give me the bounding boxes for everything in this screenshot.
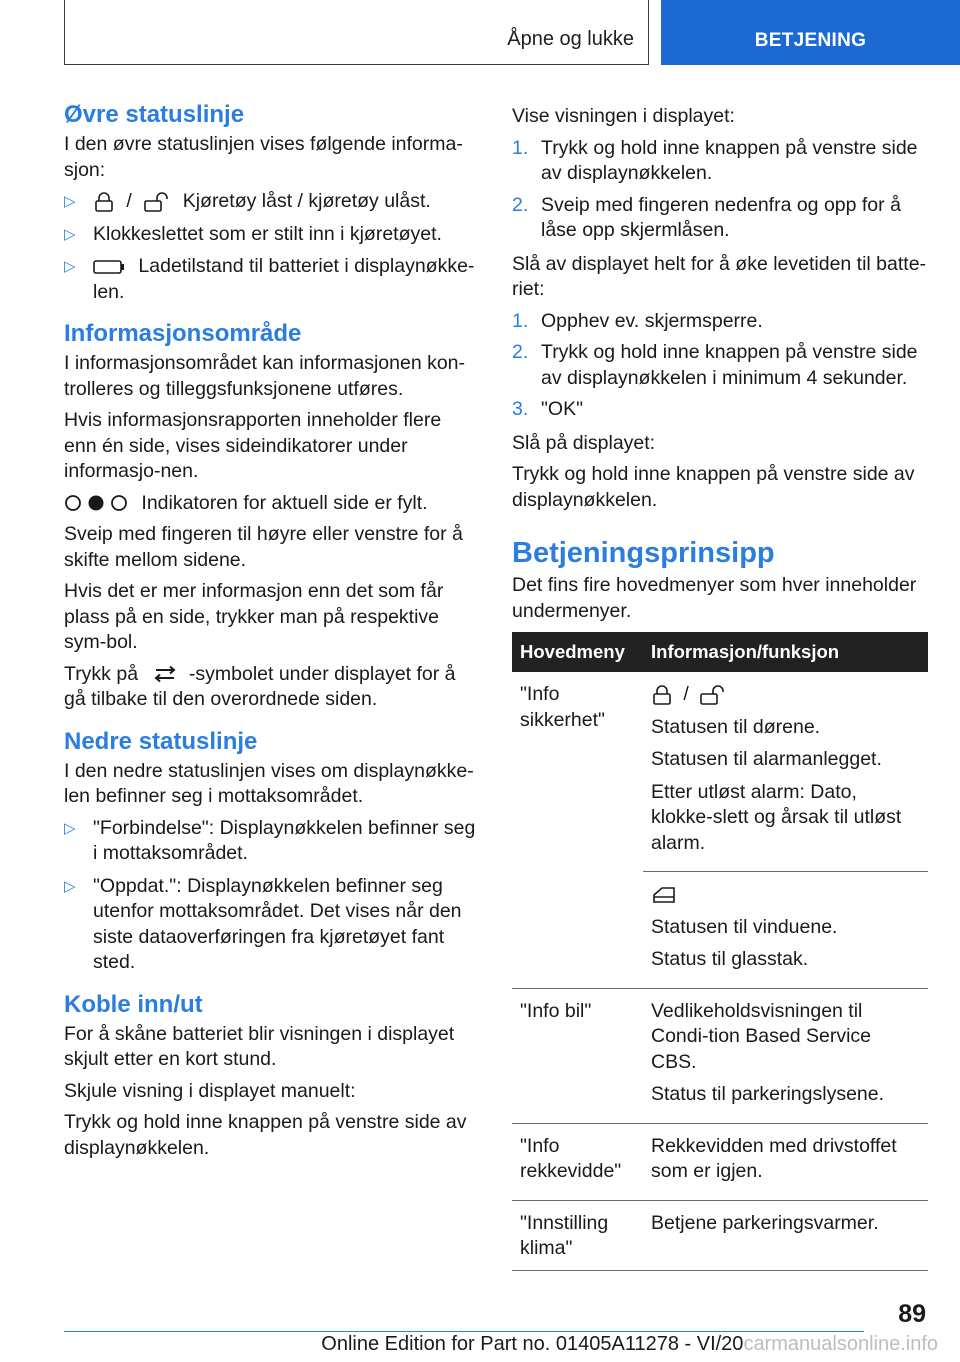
footer-edition-line [0,1333,960,1356]
left-column [64,100,478,1167]
list-item: 2. Sveip med fingeren nedenfra og opp for å låse opp skjermlåsen. [512,193,901,241]
footer-edition: Online Edition for Part no. 01405A11278 - VI/20 [321,1333,744,1355]
text-display-off: Slå av displayet helt for å øke levetiden til batte-riet: [512,252,927,300]
cell-info [643,1123,928,1200]
cell-text: Status til glasstak. [651,948,809,970]
menu-table [512,632,928,1271]
cell-menu: "Info rekkevidde" [512,1123,643,1200]
lower-status-list [64,816,478,976]
bullet-text: Klokkeslettet som er stilt inn i kjøretøyet. [93,222,442,245]
table-row [512,672,928,872]
cell-text: Status til parkeringslysene. [651,1083,885,1105]
lock-separator: / [683,683,689,705]
cell-text: Vedlikeholdsvisningen til Condi-tion Based Service CBS. [651,999,872,1073]
triangle-bullet-icon: ▷ [64,819,76,837]
footer-watermark[interactable]: carmanualsonline.info [743,1333,938,1355]
triangle-bullet-icon: ▷ [64,258,76,275]
table-row [512,988,928,1123]
bullet-text: Kjøretøy låst / kjøretøy ulåst. [182,190,431,212]
text-lower-status: I den nedre statuslinjen vises om displaynøkke-len befinner seg i mottaksområdet. [64,759,474,807]
cell-menu: "Innstilling klima" [512,1200,643,1270]
step-text: "OK" [541,398,584,420]
table-row [512,1200,928,1270]
lock-closed-icon [651,685,673,705]
list-item [64,254,478,305]
upper-status-list [64,189,478,305]
step-text: Sveip med fingeren nedenfra og opp for å låse opp skjermlåsen. [541,193,901,241]
bullet-text: "Forbindelse": Displaynøkkelen befinner seg i mottaksområdet. [93,816,476,864]
list-item [64,189,478,215]
heading-info-area: Informasjonsområde [64,320,302,347]
off-steps-list [512,309,928,423]
list-item [64,874,478,976]
list-item: 3. "OK" [512,398,584,420]
cell-text: Rekkevidden med drivstoffet som er igjen. [651,1134,897,1182]
bullet-text: "Oppdat.": Displaynøkkelen befinner seg utenfor mottaksområdet. Det vises når den siste dataoverføringen fra kjøretøyet fant sted. [93,874,462,973]
page-dots-icon [64,494,128,512]
lock-open-icon [143,192,169,212]
battery-icon [93,260,125,274]
list-item: 2. Trykk og hold inne knappen på venstre side av displaynøkkelen i minimum 4 sekunder. [512,341,918,389]
list-item [64,816,478,867]
cell-info [643,988,928,1123]
cell-text: Statusen til alarmanlegget. [651,748,882,770]
header-section-title: Åpne og lukke [507,28,634,50]
step-text: Opphev ev. skjermsperre. [541,309,763,332]
header-chapter-title: BETJENING [754,30,867,51]
text-connect-1: For å skåne batteriet blir visningen i displayet skjult etter en kort stund. [64,1022,455,1070]
text-info-6-wrap [64,662,478,713]
text-connect-2: Skjule visning i displayet manuelt: [64,1079,356,1102]
triangle-bullet-icon: ▷ [64,193,76,210]
footer-divider [64,1331,864,1332]
text-info-4: Sveip med fingeren til høyre eller venstre for å skifte mellom sidene. [64,523,463,571]
cell-info [643,872,928,989]
text-info-6b: -symbolet under displayet for å gå tilbake til den overordnede siden. [64,662,456,710]
text-show-display: Vise visningen i displayet: [512,105,735,127]
heading-lower-status: Nedre statuslinje [64,727,258,755]
text-info-1: I informasjonsområdet kan informasjonen kon-trolleres og tilleggsfunksjonene utføres. [64,352,466,400]
text-display-on: Slå på displayet: [512,431,656,454]
table-header-row [512,632,928,672]
triangle-bullet-icon: ▷ [64,877,76,895]
lock-open-icon [699,685,725,705]
cell-menu: "Info bil" [512,988,643,1123]
table-row [512,1123,928,1200]
window-icon [651,885,677,905]
cell-info [643,1200,928,1270]
text-upper-status: I den øvre statuslinjen vises følgende informa-sjon: [64,133,463,181]
list-item: 1. Opphev ev. skjermsperre. [512,309,763,332]
back-arrow-icon [153,665,177,683]
page-number: 89 [898,1300,926,1328]
heading-connect: Koble inn/ut [64,990,203,1018]
text-display-on-2: Trykk og hold inne knappen på venstre side av displaynøkkelen. [512,463,915,511]
text-info-6a: Trykk på [64,662,139,685]
col-header-main-menu: Hovedmeny [512,632,643,672]
text-principle: Det fins fire hovedmenyer som hver inneholder undermenyer. [512,574,917,622]
right-column [512,100,928,1271]
text-info-5: Hvis det er mer informasjon enn det som får plass på en side, trykker man på respektive sym-bol. [64,580,444,653]
list-item [64,222,478,248]
cell-text: Statusen til dørene. [651,715,821,738]
text-info-2: Hvis informasjonsrapporten inneholder flere enn én side, vises sideindikatorer under informasjo-nen. [64,409,442,482]
heading-principle: Betjeningsprinsipp [512,537,775,569]
step-text: Trykk og hold inne knappen på venstre side av displaynøkkelen. [541,136,918,184]
cell-text: Etter utløst alarm: Dato, klokke-slett og årsak til utløst alarm. [651,780,902,854]
step-text: Trykk og hold inne knappen på venstre side av displaynøkkelen i minimum 4 sekunder. [541,341,918,389]
lock-closed-icon [93,192,115,212]
text-connect-3: Trykk og hold inne knappen på venstre side av displaynøkkelen. [64,1111,467,1159]
header-section-box [64,0,649,65]
cell-text: Betjene parkeringsvarmer. [651,1211,879,1234]
cell-info [643,672,928,872]
text-info-3: Indikatoren for aktuell side er fylt. [141,491,428,514]
list-item: 1. Trykk og hold inne knappen på venstre side av displaynøkkelen. [512,136,918,184]
col-header-info: Informasjon/funksjon [643,632,928,672]
cell-text: Statusen til vinduene. [651,915,838,938]
show-steps-list [512,136,928,244]
text-info-3-wrap [64,491,478,517]
cell-menu: "Info sikkerhet" [512,672,643,988]
lock-separator: / [126,190,132,212]
heading-upper-status: Øvre statuslinje [64,101,245,128]
triangle-bullet-icon: ▷ [64,225,76,243]
bullet-text: Ladetilstand til batteriet i displaynøkke-len. [93,255,475,303]
header-chapter-tab [661,0,960,65]
